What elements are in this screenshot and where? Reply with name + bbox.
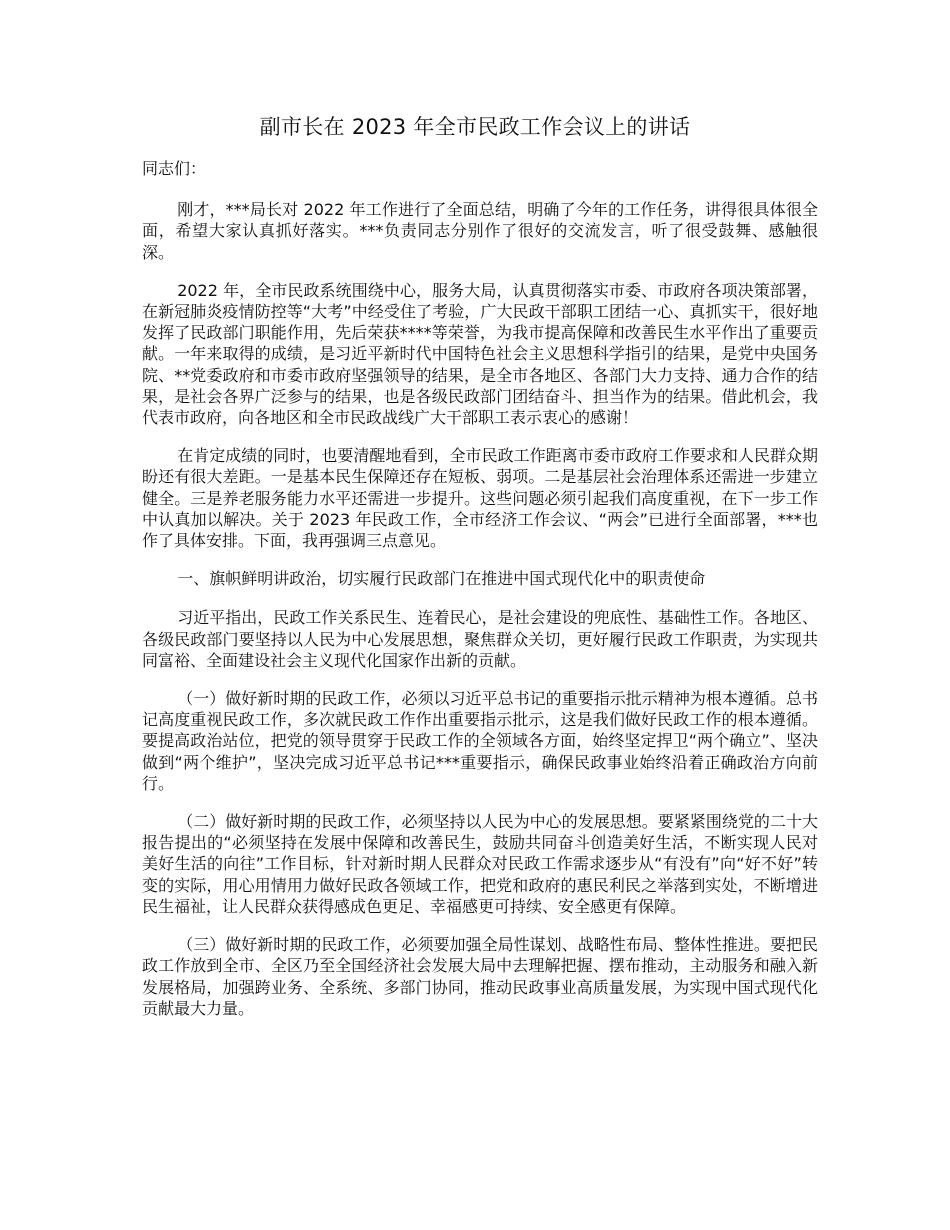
paragraph-gaps: 在肯定成绩的同时，也要清醒地看到，全市民政工作距离市委市政府工作要求和人民群众期盼还有很大差距。一是基本民生保障还存在短板、弱项。二是基层社会治理体系还需进一步建立健全。三是养老服务能力水平还需进一步提升。这些问题必须引起我们高度重视，在下一步工作中认真加以解决。关于 2023 年民政工作，全市经济工作会议、“两会”已进行全面部署，***也作了具体安排。下面，我再强调三点意见。 bbox=[142, 446, 818, 551]
document-body bbox=[142, 158, 818, 1036]
paragraph-achievements: 2022 年，全市民政系统围绕中心，服务大局，认真贯彻落实市委、市政府各项决策部署，在新冠肺炎疫情防控等“大考”中经受住了考验，广大民政干部职工团结一心、真抓实干，很好地发挥了民政部门职能作用，先后荣获****等荣誉，为我市提高保障和改善民生水平作出了重要贡献。一年来取得的成绩，是习近平新时代中国特色社会主义思想科学指引的结果，是党中央国务院、**党委政府和市委市政府坚强领导的结果，是全市各地区、各部门大力支持、通力合作的结果，是社会各界广泛参与的结果，也是各级民政部门团结奋斗、担当作为的结果。借此机会，我代表市政府，向各地区和全市民政战线广大干部职工表示衷心的感谢！ bbox=[142, 280, 818, 428]
salutation: 同志们： bbox=[142, 159, 207, 178]
section-heading-1: 一、旗帜鲜明讲政治，切实履行民政部门在推进中国式现代化中的职责使命 bbox=[177, 569, 706, 589]
paragraph-point-1: （一）做好新时期的民政工作，必须以习近平总书记的重要指示批示精神为根本遵循。总书记高度重视民政工作，多次就民政工作作出重要指示批示，这是我们做好民政工作的根本遵循。要提高政治站位，把党的领导贯穿于民政工作的全领域各方面，始终坚定捍卫“两个确立”、坚决做到“两个维护”，坚决完成习近平总书记***重要指示，确保民政事业始终沿着正确政治方向前行。 bbox=[142, 689, 818, 793]
document-title: 副市长在 2023 年全市民政工作会议上的讲话 bbox=[259, 115, 691, 139]
paragraph-point-3: （三）做好新时期的民政工作，必须要加强全局性谋划、战略性布局、整体性推进。要把民政工作放到全市、全区乃至全国经济社会发展大局中去理解把握、摆布推动，主动服务和融入新发展格局，加强跨业务、全系统、多部门协同，推动民政事业高质量发展，为实现中国式现代化贡献最大力量。 bbox=[142, 935, 818, 1018]
paragraph-point-2: （二）做好新时期的民政工作，必须坚持以人民为中心的发展思想。要紧紧围绕党的二十大报告提出的“必须坚持在发展中保障和改善民生，鼓励共同奋斗创造美好生活，不断实现人民对美好生活的向往”工作目标，针对新时期人民群众对民政工作需求逐步从“有没有”向“好不好”转变的实际，用心用情用力做好民政各领域工作，把党和政府的惠民利民之举落到实处，不断增进民生福祉，让人民群众获得感成色更足、幸福感更可持续、安全感更有保障。 bbox=[142, 812, 818, 916]
paragraph-section-intro: 习近平指出，民政工作关系民生、连着民心，是社会建设的兜底性、基础性工作。各地区、各级民政部门要坚持以人民为中心发展思想，聚焦群众关切，更好履行民政工作职责，为实现共同富裕、全面建设社会主义现代化国家作出新的贡献。 bbox=[142, 608, 818, 670]
paragraph-opening: 刚才，***局长对 2022 年工作进行了全面总结，明确了今年的工作任务，讲得很具体很全面，希望大家认真抓好落实。***负责同志分别作了很好的交流发言，听了很受鼓舞、感触很深。 bbox=[142, 200, 818, 262]
